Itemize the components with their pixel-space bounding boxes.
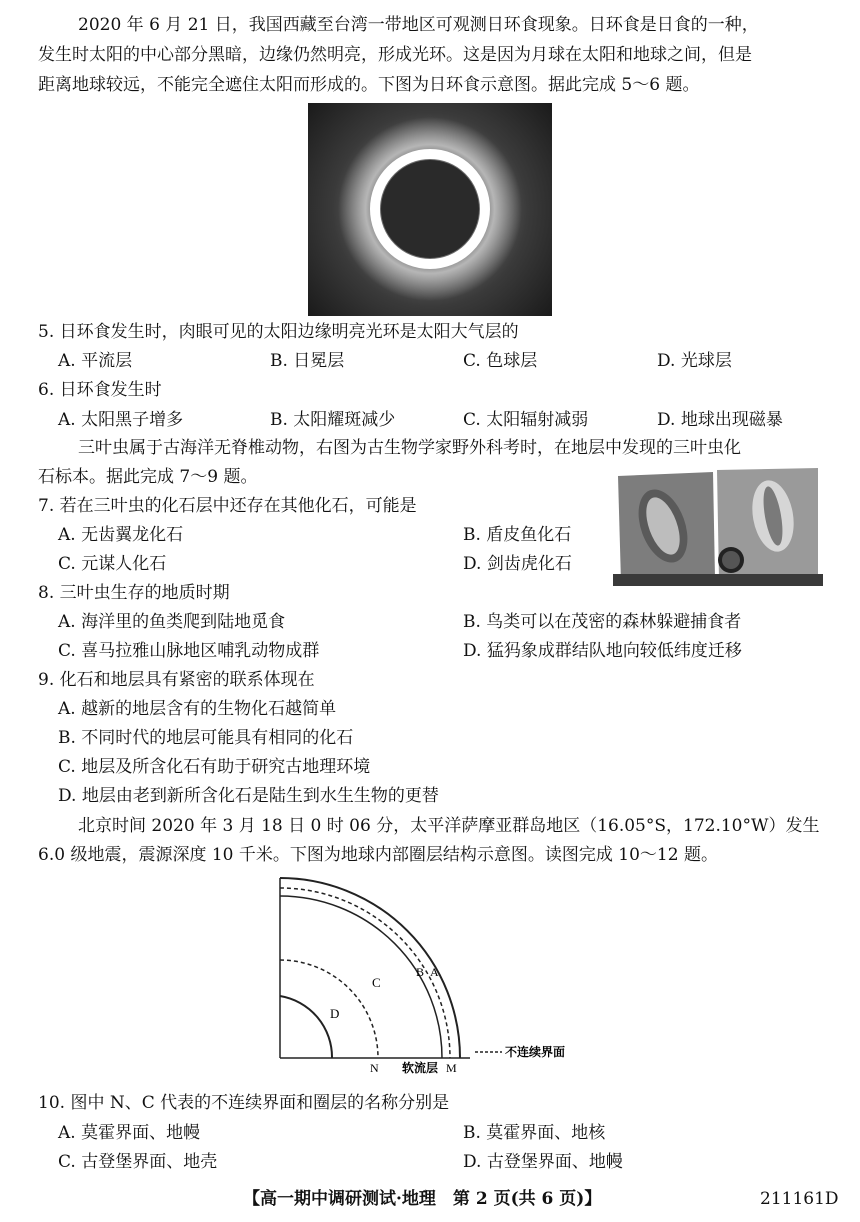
q6-option-a[interactable]: A. 太阳黑子增多 xyxy=(58,410,184,430)
earth-interior-diagram xyxy=(270,870,590,1080)
label-b: B xyxy=(416,965,425,979)
intro-3-line-1: 北京时间 2020 年 3 月 18 日 0 时 06 分，太平洋萨摩亚群岛地区（16.05°S，172.10°W）发生 xyxy=(78,816,820,836)
q6-option-c[interactable]: C. 太阳辐射减弱 xyxy=(463,410,589,430)
intro-2-line-2: 石标本。据此完成 7～9 题。 xyxy=(38,467,258,487)
q7-option-c[interactable]: C. 元谋人化石 xyxy=(58,554,167,574)
annular-eclipse-image xyxy=(308,103,552,316)
question-6-stem: 6. 日环食发生时 xyxy=(38,380,162,400)
label-c: C xyxy=(372,975,381,990)
q10-option-c[interactable]: C. 古登堡界面、地壳 xyxy=(58,1152,218,1172)
q5-option-b[interactable]: B. 日冕层 xyxy=(270,351,345,371)
q7-option-b[interactable]: B. 盾皮鱼化石 xyxy=(463,525,572,545)
q9-option-c[interactable]: C. 地层及所含化石有助于研究古地理环境 xyxy=(58,757,371,777)
q10-option-b[interactable]: B. 莫霍界面、地核 xyxy=(463,1123,606,1143)
intro-2-line-1: 三叶虫属于古海洋无脊椎动物，右图为古生物学家野外科考时，在地层中发现的三叶虫化 xyxy=(78,438,741,458)
q6-option-b[interactable]: B. 太阳耀斑减少 xyxy=(270,410,396,430)
intro-3-line-2: 6.0 级地震，震源深度 10 千米。下图为地球内部圈层结构示意图。读图完成 10～12 题。 xyxy=(38,845,718,865)
label-a: A xyxy=(430,965,439,979)
q10-option-a[interactable]: A. 莫霍界面、地幔 xyxy=(58,1123,201,1143)
q9-option-d[interactable]: D. 地层由老到新所含化石是陆生到水生生物的更替 xyxy=(58,786,439,806)
label-d: D xyxy=(330,1006,340,1021)
q8-option-a[interactable]: A. 海洋里的鱼类爬到陆地觅食 xyxy=(58,612,286,632)
page-footer-title: 【高一期中调研测试·地理 第 2 页(共 6 页)】 xyxy=(243,1189,602,1209)
question-7-stem: 7. 若在三叶虫的化石层中还存在其他化石，可能是 xyxy=(38,496,417,516)
trilobite-graphic xyxy=(613,466,823,586)
q7-option-a[interactable]: A. 无齿翼龙化石 xyxy=(58,525,184,545)
question-5-stem: 5. 日环食发生时，肉眼可见的太阳边缘明亮光环是太阳大气层的 xyxy=(38,322,519,342)
trilobite-fossil-image xyxy=(613,466,823,586)
eclipse-ring-graphic xyxy=(308,103,552,316)
label-m: M xyxy=(446,1061,457,1075)
q8-option-d[interactable]: D. 猛犸象成群结队地向较低纬度迁移 xyxy=(463,641,742,661)
label-asthenosphere: 软流层 xyxy=(402,1061,439,1075)
q7-option-d[interactable]: D. 剑齿虎化石 xyxy=(463,554,572,574)
q10-option-d[interactable]: D. 古登堡界面、地幔 xyxy=(463,1152,623,1172)
q9-option-a[interactable]: A. 越新的地层含有的生物化石越简单 xyxy=(58,699,337,719)
question-8-stem: 8. 三叶虫生存的地质时期 xyxy=(38,583,230,603)
intro-1-line-2: 发生时太阳的中心部分黑暗，边缘仍然明亮，形成光环。这是因为月球在太阳和地球之间，但是 xyxy=(38,45,752,65)
label-n: N xyxy=(370,1061,379,1075)
q9-option-b[interactable]: B. 不同时代的地层可能具有相同的化石 xyxy=(58,728,354,748)
q5-option-d[interactable]: D. 光球层 xyxy=(657,351,732,371)
q8-option-b[interactable]: B. 鸟类可以在茂密的森林躲避捕食者 xyxy=(463,612,742,632)
intro-1-line-1: 2020 年 6 月 21 日，我国西藏至台湾一带地区可观测日环食现象。日环食是日食的一种， xyxy=(78,15,759,35)
question-9-stem: 9. 化石和地层具有紧密的联系体现在 xyxy=(38,670,315,690)
q5-option-c[interactable]: C. 色球层 xyxy=(463,351,538,371)
legend-label: 不连续界面 xyxy=(505,1045,566,1059)
q5-option-a[interactable]: A. 平流层 xyxy=(58,351,133,371)
intro-1-line-3: 距离地球较远，不能完全遮住太阳而形成的。下图为日环食示意图。据此完成 5～6 题。 xyxy=(38,75,700,95)
page-footer-code: 211161D xyxy=(760,1189,839,1209)
question-10-stem: 10. 图中 N、C 代表的不连续界面和圈层的名称分别是 xyxy=(38,1093,450,1113)
q8-option-c[interactable]: C. 喜马拉雅山脉地区哺乳动物成群 xyxy=(58,641,320,661)
q6-option-d[interactable]: D. 地球出现磁暴 xyxy=(657,410,783,430)
